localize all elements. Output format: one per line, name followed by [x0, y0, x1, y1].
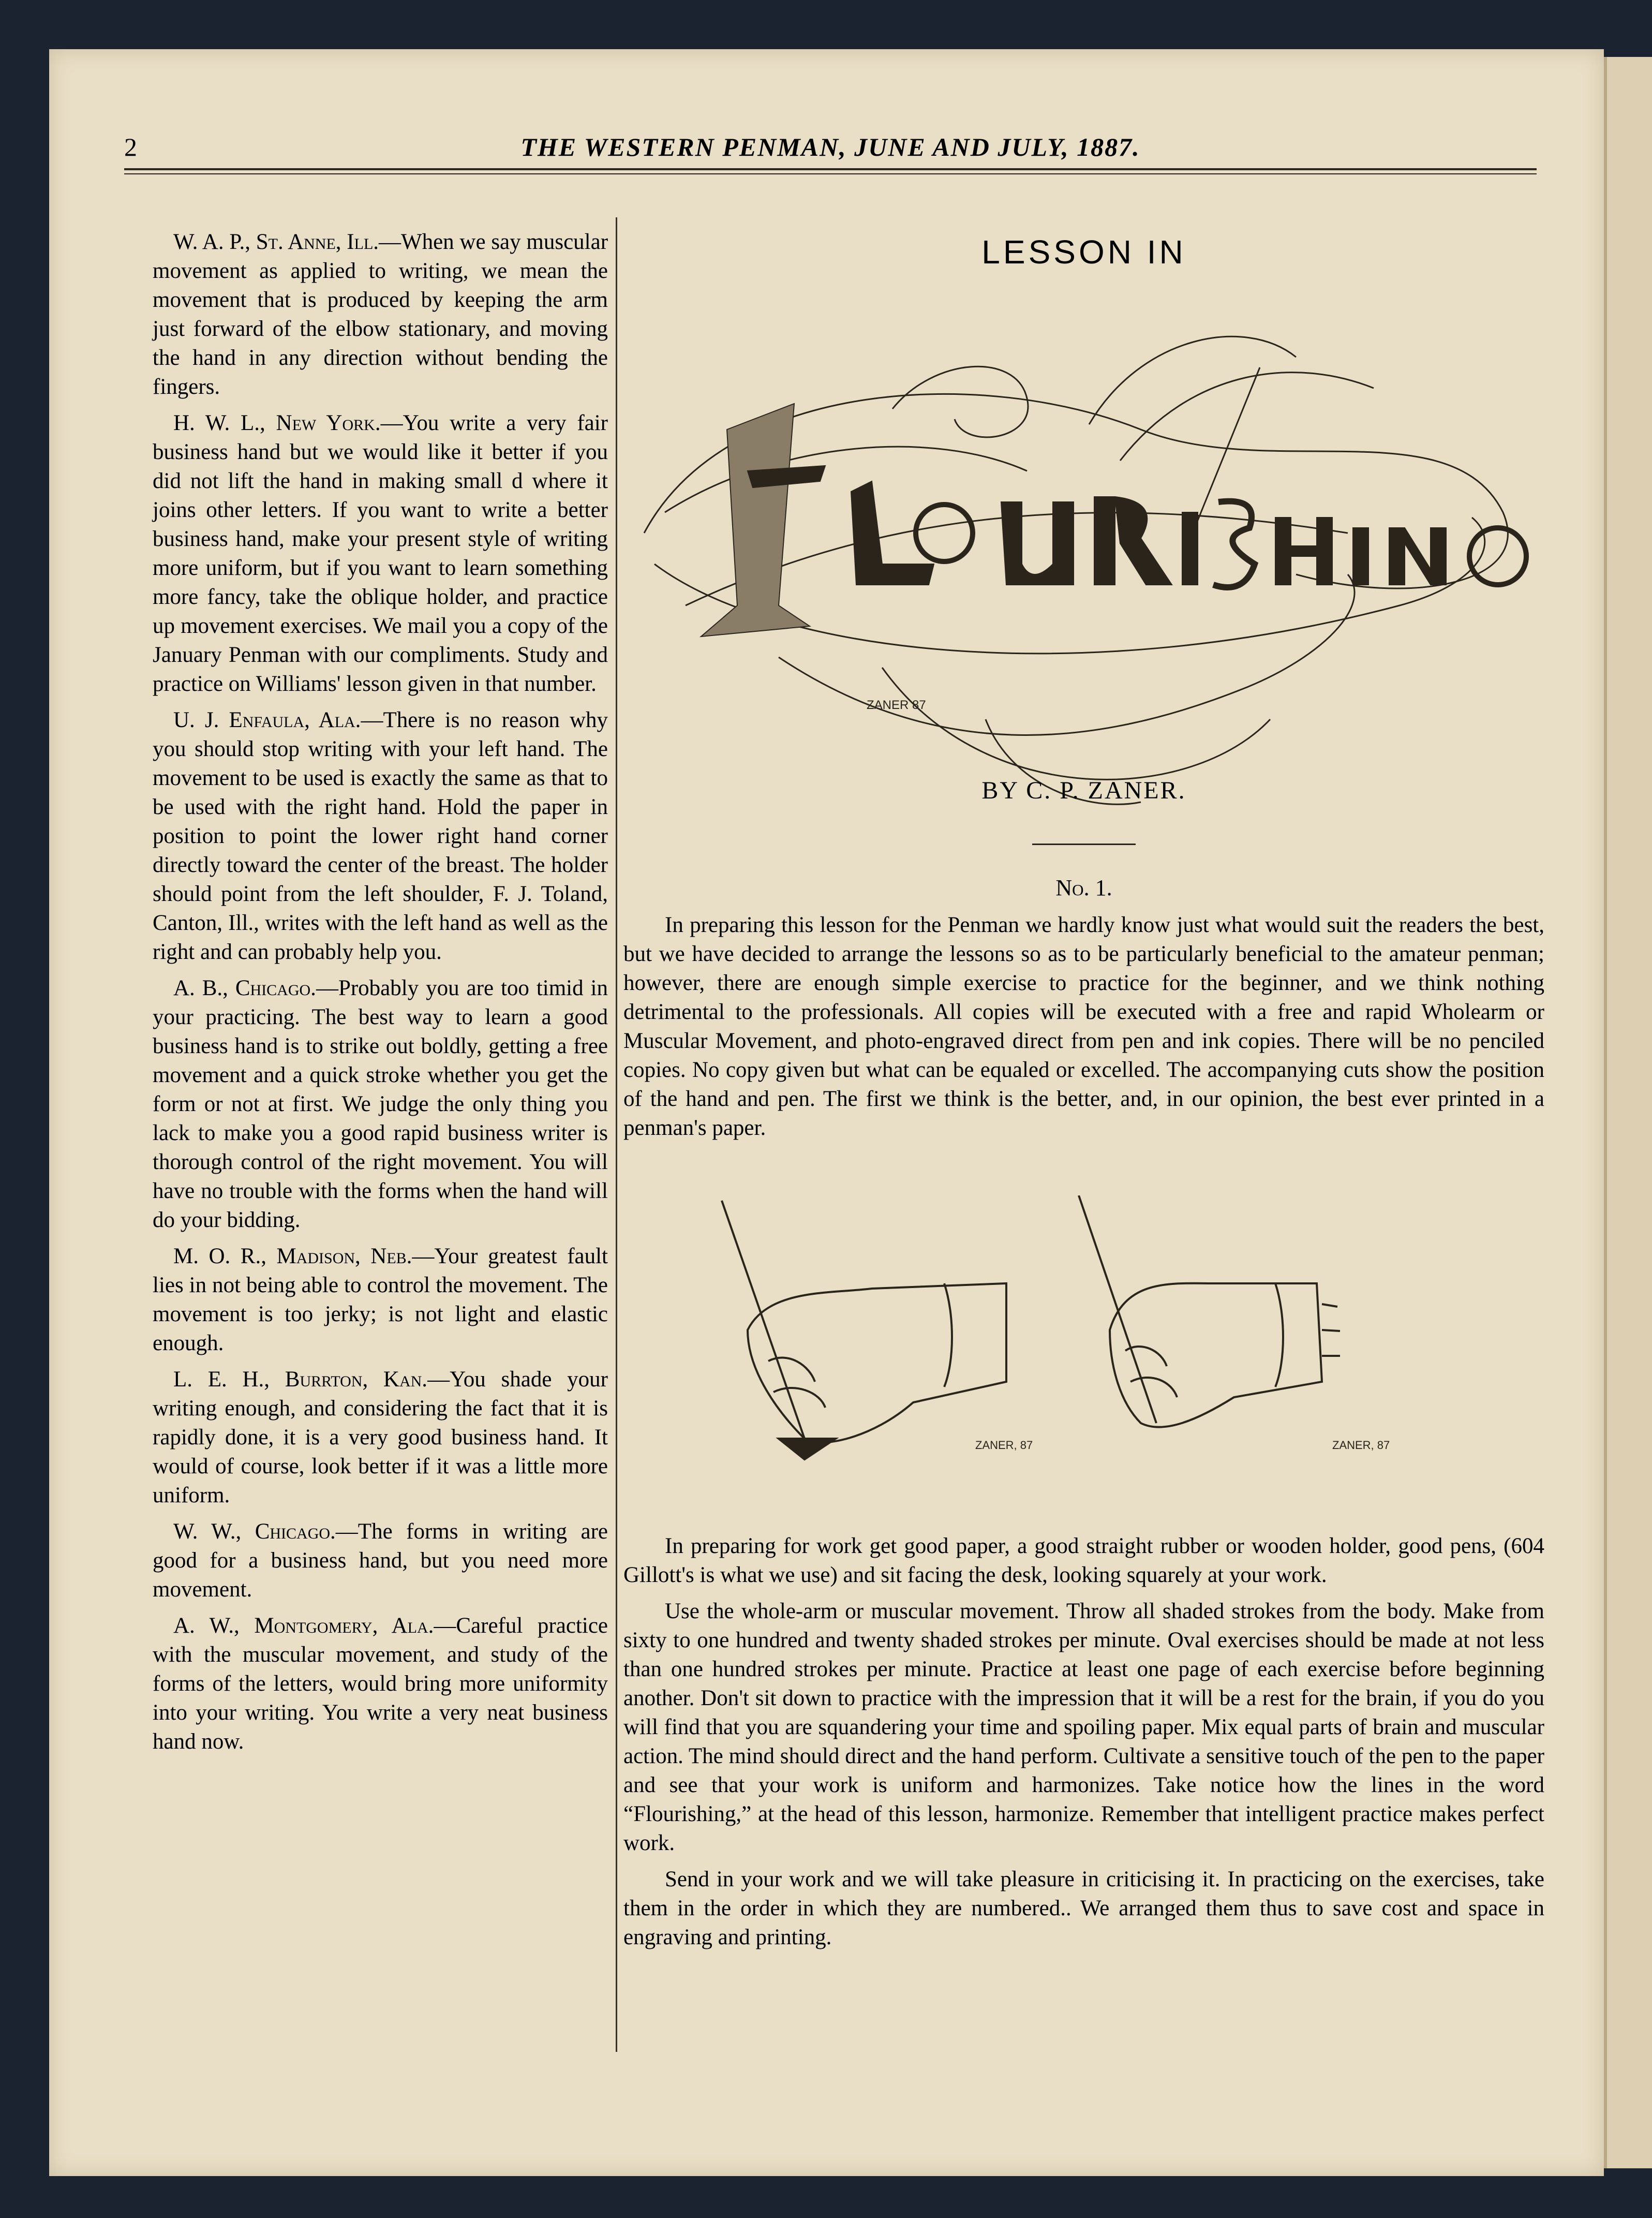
answer-name: U. J. Enfaula, Ala.	[173, 708, 361, 732]
answer-item	[153, 1242, 608, 1358]
answer-item	[153, 409, 608, 699]
instructions-paragraph: Send in your work and we will take pleasure in criticising it. In practicing on the exercises, take them in the order in which they are numbered.. We arranged them thus to save cost and space in engraving and printing.	[623, 1867, 1544, 1949]
answer-text: —Careful practice with the muscular movement, and study of the forms of the letters, would bring more uniformity into your writing. You write a very neat business hand now.	[153, 1614, 608, 1754]
instructions-text	[623, 1532, 1544, 1959]
lesson-number: No. 1.	[1055, 875, 1112, 900]
answer-item	[153, 1611, 608, 1756]
intro-text	[623, 911, 1544, 1150]
hand-signature-1: ZANER, 87	[975, 1439, 1033, 1452]
answer-text: —The forms in writing are good for a business hand, but you need more movement.	[153, 1519, 608, 1602]
hand-position-illustration	[717, 1195, 1451, 1485]
page-number: 2	[124, 132, 137, 161]
answer-text: —Probably you are too timid in your practicing. The best way to learn a good business hand is to strike out boldly, getting a free movement and a quick stroke whether you get the form or not at first. We judge the only thing you lack to make you a good rapid business writer is thorough control of the right movement. You will have no trouble with the forms when the hand will do your bidding.	[153, 976, 608, 1232]
hand-signature-2: ZANER, 87	[1332, 1439, 1390, 1452]
answer-text: —When we say muscular movement as applied to writing, we mean the movement that is produced by keeping the arm just forward of the elbow stationary, and moving the hand in any direction without bending the fingers.	[153, 230, 608, 399]
next-page-edge	[1604, 57, 1652, 2168]
page-header	[124, 116, 1537, 173]
answer-item	[153, 228, 608, 402]
answer-name: H. W. L., New York.	[173, 411, 381, 435]
instructions-paragraph: In preparing for work get good paper, a good straight rubber or wooden holder, good pens, (604 Gillott's is what we use) and sit facing the desk, looking squarely at your work.	[623, 1534, 1544, 1587]
answer-name: A. W., Montgomery, Ala.	[173, 1614, 434, 1638]
byline-rule	[1032, 844, 1136, 845]
answer-item	[153, 1365, 608, 1510]
answer-name: M. O. R., Madison, Neb.	[173, 1244, 412, 1268]
column-divider	[616, 217, 617, 2052]
byline: BY C. P. ZANER.	[981, 777, 1186, 804]
header-rule-thin	[124, 173, 1537, 174]
intro-paragraph: In preparing this lesson for the Penman we hardly know just what would suit the readers the best, but we have decided to arrange the lessons so as to be particularly beneficial to the amateur penman; however, there are enough simple exercise to practice for the beginner, and we think nothing detrimental to the professionals. All copies will be executed with a free and rapid Wholearm or Muscular Movement, and photo-engraved direct from pen and ink copies. There will be no penciled copies. No copy given but what can be equaled or excelled. The accompanying cuts show the position of the hand and pen. The first we think is the better, and, in our opinion, the best ever printed in a penman's paper.	[623, 913, 1544, 1140]
lesson-column	[623, 228, 1544, 1949]
answer-name: L. E. H., Burrton, Kan.	[173, 1367, 428, 1392]
answer-text: —Your greatest fault lies in not being able to control the movement. The movement is too jerky; is not light and elastic enough.	[153, 1244, 608, 1355]
answer-item	[153, 1517, 608, 1604]
answer-item	[153, 974, 608, 1235]
answer-text: —You write a very fair business hand but we would like it better if you did not lift the hand in making small d where it joins other letters. If you want to write a better business hand, make your present style of writing more uniform, but if you want to learn something more fancy, take the oblique holder, and practice up movement exercises. We mail you a copy of the January Penman with our compliments. Study and practice on Williams' lesson given in that number.	[153, 411, 608, 696]
answer-item	[153, 706, 608, 967]
running-title: THE WESTERN PENMAN, JUNE AND JULY, 1887.	[520, 132, 1140, 161]
answer-name: W. A. P., St. Anne, Ill.	[173, 230, 379, 254]
lesson-heading: LESSON IN	[981, 233, 1186, 271]
answer-text: —You shade your writing enough, and considering the fact that it is rapidly done, it is a very good business hand. It would of course, look better if it was a little more uniform.	[153, 1367, 608, 1507]
answer-name: W. W., Chicago.	[173, 1519, 336, 1544]
instructions-paragraph: Use the whole-arm or muscular movement. Throw all shaded strokes from the body. Make from sixty to one hundred and twenty shaded strokes per minute. Oval exercises should be made at not less than one hundred strokes per minute. Practice at least one page of each exercise before beginning another. Don't sit down to practice with the impression that it will be a rest for the brain, if you do you will find that you are squandering your time and spoiling paper. Mix equal parts of brain and muscular action. The mind should direct and the hand perform. Cultivate a sensitive touch of the pen to the paper and see that your work is uniform and harmonizes. Take notice how the lines in the word “Flourishing,” at the head of this lesson, harmonize. Remember that intelligent practice makes perfect work.	[623, 1599, 1544, 1855]
header-rule	[124, 168, 1537, 170]
answer-text: —There is no reason why you should stop writing with your left hand. The movement to be used is exactly the same as that to be used with the right hand. Hold the paper in position to point the lower right hand corner directly toward the center of the breast. The holder should point from the left shoulder, F. J. Toland, Canton, Ill., writes with the left hand as well as the right and can probably help you.	[153, 708, 608, 964]
answer-name: A. B., Chicago.	[173, 976, 316, 1000]
answers-column	[153, 228, 608, 1764]
art-signature: ZANER 87	[867, 698, 926, 712]
